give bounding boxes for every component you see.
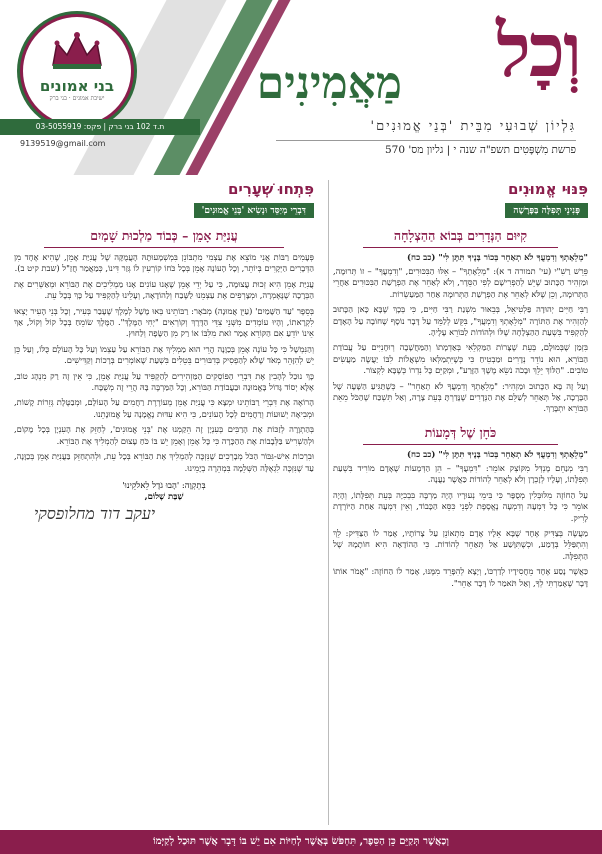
column-heading: פִּתְחוּ שְׁעָרִים	[227, 180, 314, 198]
logo-subtext: ישיבת אמונים · בני ברק	[49, 95, 105, 102]
newsletter-title: וְכָל	[496, 8, 580, 94]
paragraph: עַל הַחוֹזֶה מִלּוּבְּלִין מְסֻפָּר כִּי בִּימֵי נְעוּרָיו הָיָה מַרְבֶּה בִּבְכִיָּה בְּעֵת תְּפִלָּתוֹ, וְהָיָה אוֹמֵר כִּי כָּל דִּמְעָה וְדִמְעָה נֶאֱסֶפֶת לִפְנֵי כִּסֵּא הַכָּבוֹד, וְאֵין דִּמְעָה אַחַת הַיּוֹרֶדֶת לָרִיק.	[333, 489, 588, 523]
right-column	[333, 180, 588, 593]
section-title: קִיּוּם הַנְּדָרִים בְּבוֹא הַהַצְלָחָה	[393, 228, 528, 243]
paragraph: עֲנִיַּת אָמֵן הִיא זְכוּת עֲצוּמָה, כִּי עַל יְדֵי אָמֵן שֶׁאָנוּ עוֹנִים אָנוּ מַמְלִיכִים אֶת הַבּוֹרֵא וּמְאַשְּׁרִים אֶת הַבְּרָכָה שֶׁנֶּאֶמְרָה, וּמְצָרְפִים אֶת עַצְמֵנוּ לַשֶּׁבַח וְלַהוֹדָאָה, וְעָלֵינוּ לְהַקְפִּיד עַל כָּךְ בְּכָל עֵת.	[14, 278, 314, 301]
section-title: כֹּחָן שֶׁל דְּמָעוֹת	[424, 424, 497, 440]
paragraph: בְּהַתְוָרָה לְזַכּוֹת אֶת הָרַבִּים בְּעִנְיָן זֶה הֵקַמְנוּ אֶת 'בְּנֵי אֱמוּנִים', לְחַזֵּק אֶת הָעִנְיָן בְּכָל מָקוֹם, וּלְהַשְׁרִישׁ בַּלְּבָבוֹת אֶת הַהַכָּרָה כִּי כָּל אָמֵן וְאָמֵן יֵשׁ בּוֹ כֹּחַ עָצוּם לְהַמְלִיךְ אֶת הַבּוֹרֵא.	[14, 424, 314, 446]
paragraph: בְּסֵפֶר 'עַד הַשָּׁמַיִם' (עַיֵּן אֲמוּנָה) מְבֹאָר: רַבּוֹתֵינוּ בְּאוּ מָשָׁל לְמֶלֶךְ שֶׁעָבַר בְּעִיר, וְכָל בְּנֵי הָעִיר יָצְאוּ לִקְרָאתוֹ, וְהָיוּ עוֹמְדִים מִשְּׁנֵי צִדֵּי הַדֶּרֶךְ וְקוֹרְאִים "יְחִי הַמֶּלֶךְ". הַמֶּלֶךְ שׂוֹמֵחַ בְּכָל קוֹל וְקוֹל, אַךְ אֵינוֹ יוֹדֵעַ אִם הַקּוֹרֵא אָמַר זֹאת מִלִּבּוֹ אוֹ רַק מִן הַשָּׂפָה וְלַחוּץ.	[14, 305, 314, 339]
section-divider	[44, 247, 284, 248]
paragraph: וְעַל זֶה בָּא הַכָּתוּב וּמַזְהִיר: "מְלֵאָתְךָ וְדִמְעֲךָ לֹא תְאַחֵר" – כְּשֶׁתַּגִּיעַ הַשָּׁעָה שֶׁל הַבָּרָכָה, אַל תְּאַחֵר לְשַׁלֵּם אֶת הַנְּדָרִים שֶׁנָּדַרְתָּ בְּעֵת צָרָה, וְאַל תִּשְׁכַּח שֶׁהַכֹּל מֵאֵת הַבּוֹרֵא יִתְבָּרַךְ.	[333, 380, 588, 414]
contact-email[interactable]: 9139519@gmail.com	[20, 139, 106, 148]
column-subheading: פְּנִינֵי תְּפִלָּה בַּפָּרָשָׁה	[505, 203, 588, 218]
author-signature: יעקב דוד מחלופסקי	[34, 503, 156, 523]
logo-name: בני אמונים	[39, 77, 115, 95]
column-divider	[328, 180, 329, 825]
left-column	[14, 180, 314, 524]
section-title: עֲנִיַּת אָמֵן – כְּבוֹד מַלְכוּת שָׁמַיִם	[90, 228, 238, 243]
verse-quote: "מְלֵאָתְךָ וְדִמְעֲךָ לֹא תְאַחֵר בְּכוֹר בָּנֶיךָ תִּתֶּן לִּי" (כב כח)	[407, 253, 588, 263]
paragraph: כָּךְ נוּכַל לְהָבִין אֶת דִּבְרֵי הַפּוֹסְקִים הַמַּזְהִירִים לְהַקְפִּיד עַל עֲנִיַּת אָמֵן, כִּי אֵין זֶה רַק מִנְהָג טוֹב, אֶלָּא יְסוֹד גָּדוֹל בָּאֱמוּנָה וּבַעֲבוֹדַת הַבּוֹרֵא, וְכָל הַמַּרְבֶּה בָּהּ הֲרֵי זֶה מְשֻׁבָּח.	[14, 370, 314, 393]
issue-info: פרשת מִשְׁפָּטִים תשפ"ה שנה י | גליון מס' 570	[276, 140, 576, 156]
verse-quote: "מְלֵאָתְךָ וְדִמְעֲךָ לֹא תְאַחֵר בְּכוֹר בָּנֶיךָ תִּתֶּן לִּי" (כב כח)	[407, 449, 588, 460]
newsletter-subtitle: גִּלְיוֹן שְׁבוּעִי מִבֵּית 'בְּנֵי אֱמוּנִים'	[370, 119, 576, 134]
newsletter-title-secondary: מַאֲמִינִים	[256, 58, 402, 109]
column-subheading: דִּבְרֵי מְיַסֵּד וּנְשִׂיא 'בְּנֵי אֱמוּנִים'	[194, 203, 314, 218]
paragraph: מַעֲשֶׂה בְּצַדִּיק אֶחָד שֶׁבָּא אֵלָיו אָדָם מִתְאוֹנֵן עַל צָרוֹתָיו, אָמַר לוֹ הַצַּדִּיק: לֵךְ וְהִתְפַּלֵּל בְּדֶמַע, וּכְשֶׁתִּוָּשַׁע אַל תְּאַחֵר לְהוֹדוֹת. כִּי הַהוֹדָאָה הִיא חוֹתָמָהּ שֶׁל הַתְּפִלָּה.	[333, 527, 588, 561]
paragraph: פֵּרֵשׁ רַשִׁ"י (עי' תמורה ד א): "מְלֵאָתְךָ" – אֵלּוּ הַבִּכּוּרִים, "וְדִמְעֲךָ" – זוֹ תְּרוּמָה, וּמַזְהִיר הַכָּתוּב שֶׁיֵּשׁ לְהַפְרִישָׁם לְפִי הַסֵּדֶר, וְלֹא לְאַחֵר אֶת הַפְרָשַׁת הַבִּכּוּרִים אַחֲרֵי הַתְּרוּמָה, וְכֵן שֶׁלֹּא לְאַחֵר אֶת הַפְרָשַׁת הַתְּרוּמָה אַחַר הַמַּעַשְׂרוֹת.	[333, 266, 588, 299]
footer-banner: וְכַאֲשֶׁר תְּקַיֵּם כֵּן הַסֵּפֶר, תִּחְפֹּשׂ בְּאֲשֶׁר לְחַיּוֹת אִם יֵשׁ בּוֹ דָּבָר אֲשֶׁר תּוּכַל לְקַיְּמוֹ	[0, 830, 602, 854]
closing-line: בְּתְקְוָה: 'הָבוּ גֹדֶל לֵאלֹקֵינוּ'	[122, 480, 206, 491]
paragraph: כַּאֲשֶׁר נָסַע אֶחָד מֵחֲסִידָיו לְדַרְכּוֹ, וְיָצָא לְהִפָּרֵד מִמֶּנּוּ, אָמַר לוֹ הַחוֹזֶה: "אֲמֹר אוֹתוֹ דָּבָר שֶׁאָמַרְתִּי לְךָ, וְאַל תֹּאמַר לוֹ דָּבָר אַחֵר".	[333, 566, 588, 588]
masthead	[0, 0, 602, 175]
paragraph: פְּעָמִים רַבּוֹת אֲנִי מוֹצֵא אֶת עַצְמִי מִתְבּוֹנֵן בִּמְשְׁמָעוּתָהּ הָעֲמֻקָּה שֶׁל עֲנִיַּת אָמֵן, שֶׁהִיא אֶחָד מִן הַדְּבָרִים הַיְּקָרִים בְּיוֹתֵר, וְכָל הָעוֹנֶה אָמֵן בְּכָל כֹּחוֹ קוֹרְעִין לוֹ גְּזַר דִּינוֹ, כְּמַאֲמַר חֲזַ"ל (שבת קיט ב).	[14, 252, 314, 274]
paragraph: וְהַנִּמְשָׁל כִּי כָּל עוֹנֶה אָמֵן בְּכַוָּנָה הֲרֵי הוּא מַמְלִיךְ אֶת הַבּוֹרֵא עַל עַצְמוֹ וְעַל כָּל הָעוֹלָם כֻּלּוֹ, וְעַל כֵּן יֵשׁ לְהִזָּהֵר מְאֹד שֶׁלֹּא לְהַפְסִיק בְּדִבּוּרִים בֵּטֵלִים בִּשְׁעַת שֶׁאוֹמְרִים בְּרָכוֹת וְקַדִּישִׁים.	[14, 343, 314, 366]
contact-address: ת.ד 102 בני ברק | פקס: 03-5055919	[0, 119, 200, 135]
column-heading: פִּנּוּי אֱמוּנִים	[507, 180, 588, 198]
greeting: שַׁבַּת שָׁלוֹם,	[144, 491, 184, 502]
paragraph: רַבִּי מְנַחֵם מֶנְדְּל מִקּוֹצְק אוֹמֵר: "דִּמְעֲךָ" – הֵן הַדְּמָעוֹת שֶׁאָדָם מוֹרִיד בִּשְׁעַת תְּפִלָּתוֹ, וְעָלָיו לְזָכְרָן וְלֹא לְאַחֵר לְהוֹדוֹת כַּאֲשֶׁר נַעֲנָה.	[333, 462, 588, 485]
section-divider	[363, 247, 558, 248]
crown-icon	[49, 31, 105, 71]
paragraph: וּבִרְכוֹת אִישׁ-גִּבּוֹר הַכֹּל מְבָרְכִים שֶׁנִּזְכֶּה לְהַמְלִיךְ אֶת הַבּוֹרֵא בְּכָל עֵת, וּלְהִתְחַזֵּק בַּעֲנִיַּת אָמֵן בְּכַוָּנָה, עַד שֶׁנִּזְכֶּה לִגְאֻלָּה הַשְּׁלֵמָה בִּמְהֵרָה בְיָמֵינוּ.	[14, 451, 314, 473]
section-divider	[363, 444, 558, 445]
paragraph: בִּזְמַן שֶׁבְּמוּלָם, בְּעֵת שֶׁצָּרוֹת הַמַּקְלֵאִי בְּאַדְמָתוֹ וְהַמַּחֲשָׁבָה רְוּחָנִיִּים עַל עֲבוֹדַת הַבּוֹרֵא, הוּא נוֹדֵר נְדָרִים וּמַבְטִיחַ כִּי כְּשֶׁיִּתְמַלְּאוּ מִשְׁאֲלוֹת לִבּוֹ יַעֲשֶׂה מַעֲשִׂים טוֹבִים. "הַלּוֹךְ יֵלֵךְ וּבָכֹה נֹשֵׂא מֶשֶׁךְ הַזָּרַע", וּמְקַיֵּם כָּל נִדְרוֹ כְּשֶׁבָּא לִקְצוֹר.	[333, 342, 588, 376]
logo	[20, 14, 134, 128]
paragraph: הָרוֹאֶה אֶת דִּבְרֵי רַבּוֹתֵינוּ יִמְצָא כִּי עֲנִיַּת אָמֵן מְעוֹרֶרֶת רַחֲמִים עַל הָעוֹלָם, וּמְבַטֶּלֶת גְּזֵרוֹת קָשׁוֹת, וּמְבִיאָה יְשׁוּעוֹת וְרַחֲמִים לְכָל הָעוֹנִים, כִּי הִיא עִדּוּת נֶאֱמָנָה עַל אֱמוּנָתֵנוּ.	[14, 397, 314, 419]
paragraph: רַבִּי חַיִּים יְהוּדָה פַּלְטִיאֵל, בְּבֵאוּר מִשְׁנַת רַבִּי חַיִּים, כִּי בְּכָךְ שֶׁבָּא כָּאן הַכָּתוּב לְהַזְהִיר אֶת הַתּוֹרָה "מְלֵאָתְךָ וְדִמְעֲךָ", בִּקֵּשׁ לְלַמֵּד עַל דָּבָר נוֹסָף שֶׁחוֹבָה עַל הָאָדָם לְהַקְפִּיד בִּשְׁעַת הַהַצְלָחָה שֶׁלּוֹ וּלְהוֹדוֹת לַבּוֹרֵא עָלֶיהָ.	[333, 304, 588, 338]
